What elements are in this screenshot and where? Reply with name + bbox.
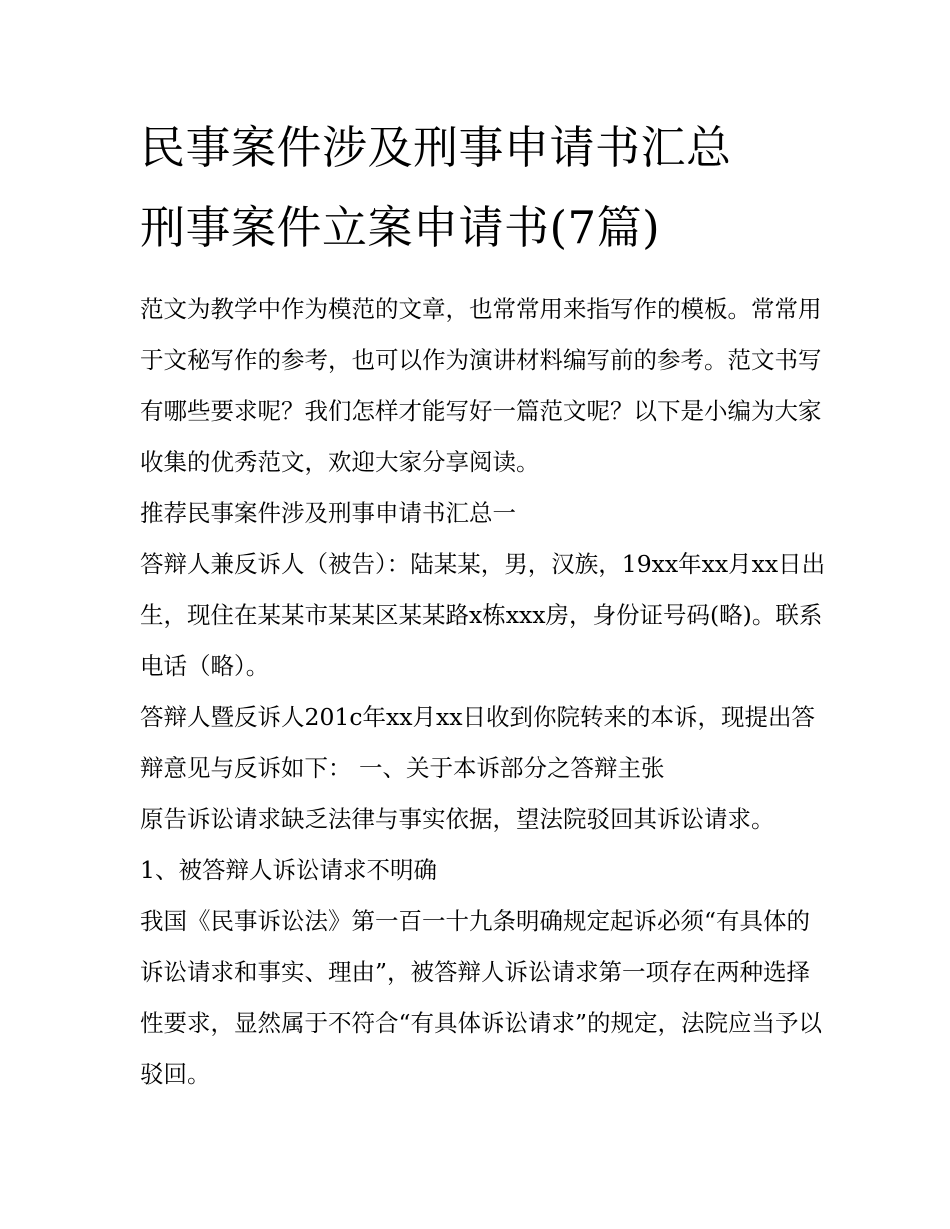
section-heading-recommendation: 推荐民事案件涉及刑事申请书汇总一	[140, 499, 516, 527]
intro-paragraph: 范文为教学中作为模范的文章，也常常用来指写作的模板。常常用于文秘写作的参考，也可以作为演讲材料编写前的参考。范文书写有哪些要求呢？我们怎样才能写好一篇范文呢？以下是小编为大家收集的优秀范文，欢迎大家分享阅读。	[140, 295, 822, 476]
respondent-info-paragraph: 答辩人兼反诉人（被告）：陆某某，男，汉族，19xx年xx月xx日出生，现住在某某市某某区某某路x栋xxx房，身份证号码(略)。联系电话（略）。	[140, 550, 826, 680]
defense-opening-paragraph: 答辩人暨反诉人201c年xx月xx日收到你院转来的本诉，现提出答辩意见与反诉如下： 一、关于本诉部分之答辩主张	[140, 703, 816, 782]
legal-basis-paragraph: 我国《民事诉讼法》第一百一十九条明确规定起诉必须“有具体的诉讼请求和事实、理由”，被答辩人诉讼请求第一项存在两种选择性要求，显然属于不符合“有具体诉讼请求”的规定，法院应当予以驳回。	[140, 907, 823, 1088]
document-content	[140, 108, 830, 1100]
document-title	[140, 108, 830, 268]
title-line-2: 刑事案件立案申请书(7篇)	[140, 201, 661, 254]
title-line-1: 民事案件涉及刑事申请书汇总	[140, 121, 732, 174]
subheading-unclear-claims: 1、被答辩人诉讼请求不明确	[140, 856, 437, 884]
defense-summary-paragraph: 原告诉讼请求缺乏法律与事实依据，望法院驳回其诉讼请求。	[140, 805, 775, 833]
document-body	[140, 284, 830, 1100]
